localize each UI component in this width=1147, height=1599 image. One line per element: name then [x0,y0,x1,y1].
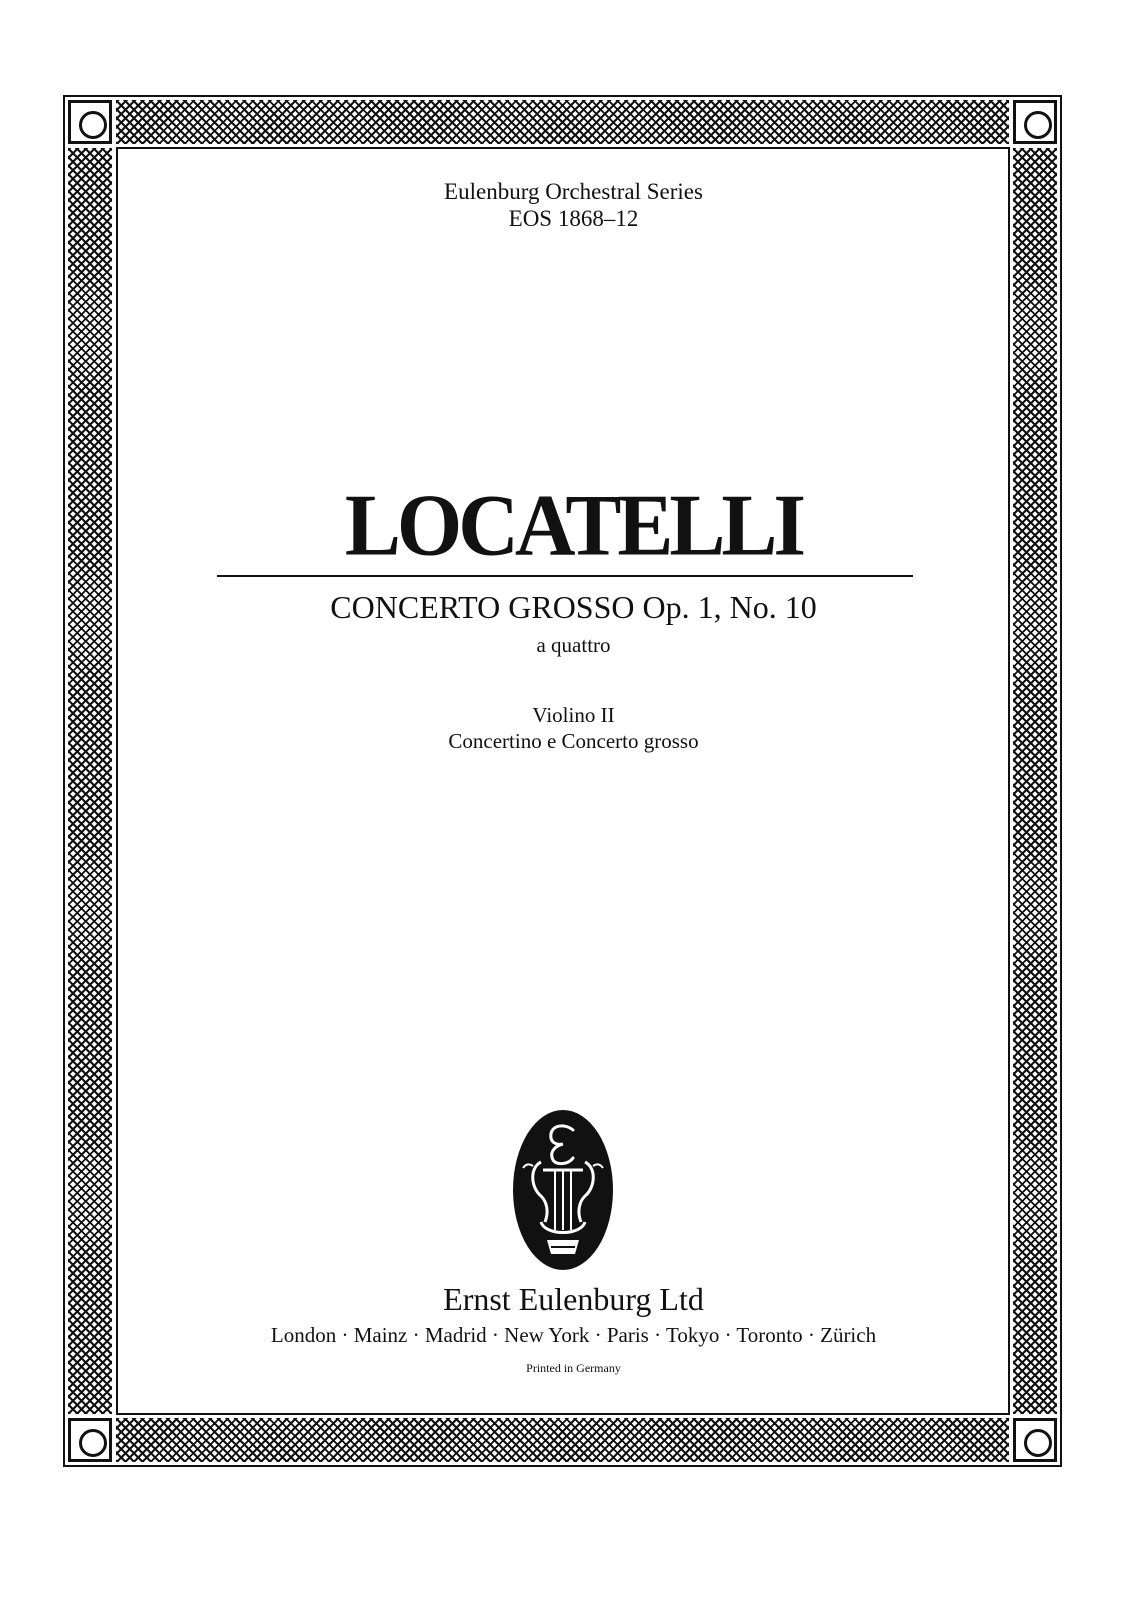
ornamental-border-right [1013,148,1057,1414]
work-title: CONCERTO GROSSO Op. 1, No. 10 [330,589,817,625]
corner-ornament-icon [68,100,112,144]
part-instrument: Violino II [532,703,615,727]
part-block [0,702,1147,754]
ornamental-border-left [68,148,112,1414]
corner-ornament-icon [1013,100,1057,144]
title-divider [217,575,913,577]
corner-ornament-icon [1013,1418,1057,1462]
series-name: Eulenburg Orchestral Series [444,179,703,204]
publisher-name: Ernst Eulenburg Ltd [443,1281,704,1317]
series-number: EOS 1868–12 [508,206,639,231]
work-subtitle: a quattro [536,633,611,657]
corner-ornament-icon [68,1418,112,1462]
publisher-cities: London · Mainz · Madrid · New York · Paris · Tokyo · Toronto · Zürich [270,1323,877,1347]
ornamental-border-bottom [116,1418,1009,1462]
composer-name: LOCATELLI [344,476,803,575]
ornamental-border-top [116,100,1009,144]
printed-in-note: Printed in Germany [526,1361,621,1375]
part-role: Concertino e Concerto grosso [448,729,699,753]
series-block [0,178,1147,232]
eulenburg-lyre-logo-icon [511,1108,615,1272]
